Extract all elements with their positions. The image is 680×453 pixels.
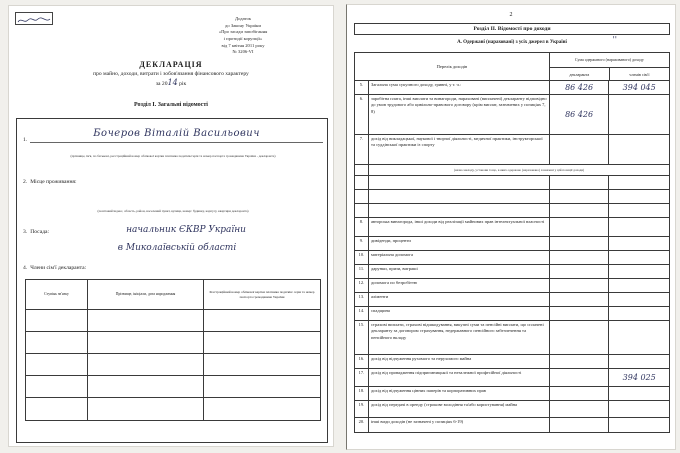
- income-col-declarant: декларанта: [550, 68, 610, 80]
- declaration-title: ДЕКЛАРАЦІЯ: [139, 60, 203, 69]
- item2-number: 2.: [23, 179, 28, 185]
- family-cell-taxid: [204, 376, 320, 397]
- income-row: [355, 369, 669, 387]
- income-num-cell: [355, 176, 369, 189]
- income-row: [355, 293, 669, 307]
- family-cell-name: [88, 332, 204, 353]
- income-label-cell: дохід від передачі в оренду (строкове володіння та/або користування) майна: [369, 401, 550, 417]
- family-col-name: Прізвище, ініціали, дата народження: [88, 280, 204, 309]
- family-cell-relation: [26, 332, 88, 353]
- family-cell-relation: [26, 354, 88, 375]
- year-suffix: рік: [177, 81, 187, 87]
- income-label-cell: Загальна сума сукупного доходу, гривні, у т. ч.:: [369, 81, 550, 94]
- income-note-row: [355, 165, 669, 176]
- income-label-cell: страхові виплати, страхові відшкодування, викупні суми та пенсійні виплати, що сплачені декларанту за договором страхування, недержавного пенсійного забезпечення та пенсійного вкладу: [369, 321, 550, 354]
- income-label-cell: авторська винагорода, інші доходи від реалізації майнових прав інтелектуальної власності: [369, 218, 550, 236]
- annex-line: «Про засади запобігання: [218, 29, 268, 35]
- family-cell-taxid: [204, 354, 320, 375]
- family-cell-taxid: [204, 398, 320, 420]
- item4-number: 4.: [23, 265, 28, 271]
- income-declarant-cell: [550, 321, 610, 354]
- income-table-body: [355, 81, 669, 432]
- income-label-cell: матеріальна допомога: [369, 251, 550, 264]
- annex-line: Додаток: [234, 16, 252, 21]
- income-row: [355, 418, 669, 432]
- position-handwritten-line1: начальник ЄКВР України: [126, 225, 246, 235]
- income-num-cell: 14.: [355, 307, 369, 320]
- income-row: [355, 237, 669, 251]
- family-table: [25, 279, 321, 421]
- income-label-cell: дохід від відчуження рухомого та нерухомого майна: [369, 355, 550, 368]
- income-label-cell: спадщина: [369, 307, 550, 320]
- item3-number: 3.: [23, 229, 28, 235]
- income-declarant-cell: [550, 190, 610, 203]
- item4-label: Члени сім'ї декларанта:: [30, 265, 87, 271]
- declarant-name-line: [30, 123, 323, 143]
- page-number: 2: [509, 12, 513, 18]
- income-num-cell: 9.: [355, 237, 369, 250]
- income-num-cell: 15.: [355, 321, 369, 354]
- year-handwritten: 14: [167, 78, 178, 87]
- family-row: [26, 332, 320, 354]
- family-cell-relation: [26, 376, 88, 397]
- income-row: [355, 251, 669, 265]
- income-num-cell: 17.: [355, 369, 369, 386]
- page-right: [346, 4, 676, 450]
- income-family-cell: [609, 418, 669, 432]
- income-row: [355, 321, 669, 355]
- annex-block: [159, 16, 327, 56]
- family-cell-name: [88, 376, 204, 397]
- income-family-cell: [609, 95, 669, 134]
- family-cell-name: [88, 310, 204, 331]
- income-label-cell: дарунки, призи, виграші: [369, 265, 550, 278]
- family-row: [26, 354, 320, 376]
- income-family-cell: [609, 204, 669, 217]
- item2-note: (поштовий індекс, область, район, населений пункт, вулиця, номер: будинку, корпусу, квартири декларанта): [97, 209, 249, 213]
- income-label-cell: допомога по безробіттю: [369, 279, 550, 292]
- section2-title: Розділ II. Відомості про доходи: [354, 23, 670, 35]
- income-declarant-cell: 86 426: [550, 95, 610, 134]
- annex-line: № 3206-VI: [232, 49, 254, 55]
- family-cell-relation: [26, 310, 88, 331]
- income-family-cell: [609, 135, 669, 164]
- general-info-box: [16, 118, 328, 443]
- income-label-cell: дохід від провадження підприємницької та незалежної професійної діяльності: [369, 369, 550, 386]
- income-col-list: Перелік доходів: [355, 53, 550, 80]
- family-cell-relation: [26, 398, 88, 420]
- title-block: [9, 60, 333, 87]
- income-family-cell: [609, 355, 669, 368]
- income-row: [355, 81, 669, 95]
- income-col-sum-group: [550, 53, 669, 80]
- income-label-cell: дивіденди, проценти: [369, 237, 550, 250]
- income-family-cell: [609, 218, 669, 236]
- income-row: [355, 279, 669, 293]
- income-family-cell: [609, 321, 669, 354]
- income-row: [355, 401, 669, 418]
- income-num-cell: 5.: [355, 81, 369, 94]
- income-family-cell: [609, 279, 669, 292]
- declarant-name-handwritten: Бочеров Віталій Васильович: [93, 128, 260, 139]
- declaration-year-line: [9, 78, 333, 87]
- income-row: [355, 95, 669, 135]
- income-declarant-cell: [550, 279, 610, 292]
- income-label-cell: аліменти: [369, 293, 550, 306]
- income-declarant-cell: [550, 387, 610, 400]
- item4-row: [23, 265, 86, 271]
- income-col-sum: Сума одержаного (нарахованого) доходу: [550, 53, 669, 68]
- item1-row: [23, 123, 323, 143]
- family-col-taxid: Реєстраційний номер облікової картки платника податків/ серія та номер паспорта громадянина України: [209, 289, 315, 299]
- income-num-cell: 16.: [355, 355, 369, 368]
- income-blank-row: [355, 176, 669, 190]
- income-declarant-cell: [550, 176, 610, 189]
- annex-line: від 7 квітня 2011 року: [221, 42, 265, 48]
- income-subheader-row: [550, 68, 669, 80]
- family-row: [26, 376, 320, 398]
- family-table-header: [26, 280, 320, 310]
- income-label-cell: [369, 190, 550, 203]
- income-family-cell: [609, 293, 669, 306]
- family-cell-name: [88, 354, 204, 375]
- income-family-cell: [609, 237, 669, 250]
- income-col-family: членів сім'ї: [629, 71, 650, 77]
- income-blank-row: [355, 190, 669, 204]
- income-family-cell: [609, 251, 669, 264]
- income-num-cell: 13.: [355, 293, 369, 306]
- income-declarant-cell: [550, 135, 610, 164]
- family-row: [26, 398, 320, 420]
- page-left: [8, 5, 334, 447]
- income-family-cell: 394 045: [622, 83, 656, 92]
- income-declarant-cell: [550, 237, 610, 250]
- income-num-cell: 7.: [355, 135, 369, 164]
- family-col-relation: Ступінь зв'язку: [26, 280, 88, 309]
- annex-line: і протидії корупції»: [223, 35, 263, 41]
- income-label-cell: [369, 176, 550, 189]
- income-label-cell: заробітна плата, інші виплати та винагороди, нараховані (виплачені) декларанту відповідно до умов трудового або цивільно-правового договору (крім виплат, зазначених у позиціях 7, 8): [369, 95, 550, 134]
- family-table-body: [26, 310, 320, 420]
- income-table: [354, 52, 670, 433]
- income-note-text: (назва закладу, установи тощо, в яких одержано (нараховано) зазначені у цій позиції доходи): [453, 168, 585, 172]
- income-declarant-cell: [550, 369, 610, 386]
- item2-label: Місце проживання:: [30, 179, 77, 185]
- income-num-cell: [355, 165, 369, 175]
- income-family-cell: [609, 387, 669, 400]
- income-num-cell: 18.: [355, 387, 369, 400]
- family-cell-name: [88, 398, 204, 420]
- item2-row: [23, 179, 77, 185]
- income-declarant-cell: [550, 218, 610, 236]
- income-num-cell: 8.: [355, 218, 369, 236]
- declaration-subtitle: про майно, доходи, витрати і зобов'язання фінансового характеру: [93, 71, 249, 77]
- income-declarant-cell: [550, 307, 610, 320]
- income-num-cell: 19.: [355, 401, 369, 417]
- year-prefix: за 20: [155, 81, 168, 87]
- income-num-cell: 12.: [355, 279, 369, 292]
- family-cell-taxid: [204, 310, 320, 331]
- income-label-cell: дохід від відчуження цінних паперів та корпоративних прав: [369, 387, 550, 400]
- income-row: [355, 387, 669, 401]
- income-family-cell: [609, 307, 669, 320]
- income-table-header: [355, 53, 669, 81]
- annex-line: до Закону України: [225, 22, 261, 28]
- section1-title: Розділ I. Загальні відомості: [134, 102, 208, 108]
- income-num-cell: 11.: [355, 265, 369, 278]
- income-declarant-cell: [550, 418, 610, 432]
- income-family-cell: [609, 190, 669, 203]
- income-family-cell: [609, 401, 669, 417]
- income-declarant-cell: [550, 265, 610, 278]
- income-declarant-cell: [550, 293, 610, 306]
- subsection-a-title: А. Одержані (нараховані) з усіх джерел в Україні: [457, 40, 567, 45]
- family-row: [26, 310, 320, 332]
- income-blank-row: [355, 204, 669, 218]
- income-family-cell: [609, 176, 669, 189]
- income-family-cell: 394 025: [622, 373, 656, 382]
- income-row: [355, 218, 669, 237]
- family-cell-taxid: [204, 332, 320, 353]
- handwritten-marks: '': [612, 35, 617, 44]
- income-num-cell: [355, 190, 369, 203]
- item3-label: Посада:: [30, 229, 50, 235]
- income-row: [355, 265, 669, 279]
- signature-scribble-icon: [16, 15, 52, 26]
- item1-note: (прізвище, ім'я, по батькові, реєстраційний номер облікової картки платника податків/серія та номер паспорта громадянина України - декларанта): [70, 154, 276, 158]
- income-num-cell: 20.: [355, 418, 369, 432]
- position-handwritten-line2: в Миколаївській області: [117, 243, 237, 253]
- income-label-cell: [369, 204, 550, 217]
- income-declarant-cell: 86 426: [550, 81, 610, 94]
- income-declarant-cell: [550, 251, 610, 264]
- item3-row: [23, 225, 323, 235]
- income-row: [355, 135, 669, 165]
- income-declarant-cell: [550, 401, 610, 417]
- income-declarant-cell: [550, 355, 610, 368]
- item1-number: 1.: [23, 137, 28, 143]
- registration-box: [15, 12, 53, 25]
- income-num-cell: 10.: [355, 251, 369, 264]
- income-num-cell: [355, 204, 369, 217]
- income-label-cell: інші види доходів (не зазначені у позиціях 6-19): [369, 418, 550, 432]
- income-num-cell: 6.: [355, 95, 369, 134]
- income-row: [355, 307, 669, 321]
- income-declarant-cell: [550, 204, 610, 217]
- income-label-cell: дохід від викладацької, наукової і творчої діяльності, медичної практики, інструкторської та суддівської практики із спорту: [369, 135, 550, 164]
- income-row: [355, 355, 669, 369]
- income-family-cell: [609, 265, 669, 278]
